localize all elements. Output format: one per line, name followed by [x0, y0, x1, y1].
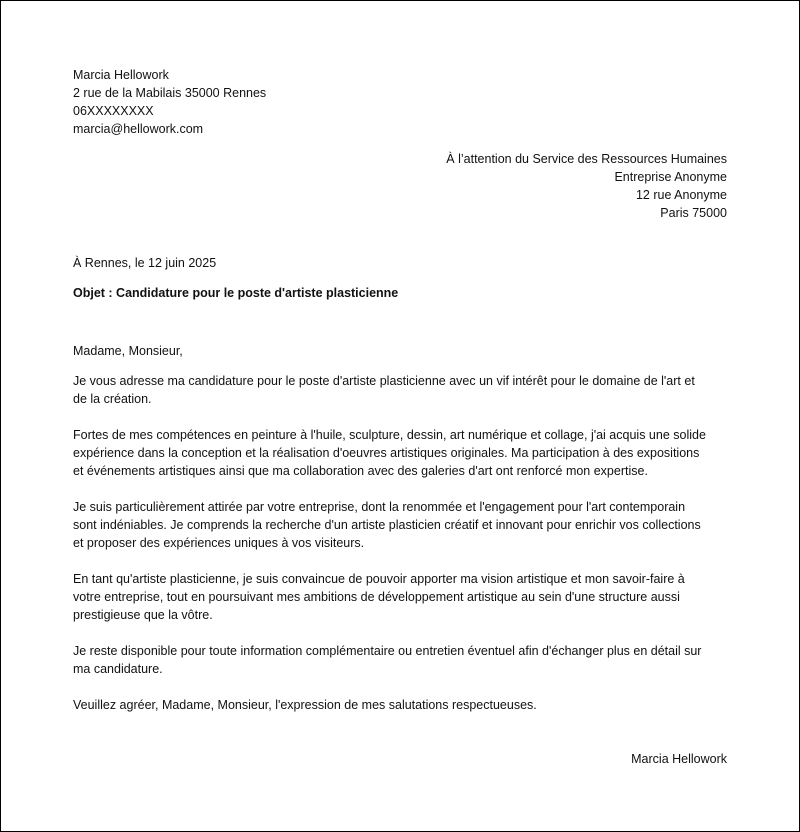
sender-name: Marcia Hellowork: [73, 68, 169, 82]
paragraph-line: En tant qu'artiste plasticienne, je suis convaincue de pouvoir apporter ma vision artistique et mon savoir-faire à: [73, 572, 685, 586]
paragraph-line: Fortes de mes compétences en peinture à l'huile, sculpture, dessin, art numérique et collage, j'ai acquis une solide: [73, 428, 706, 442]
paragraph-line: votre entreprise, tout en poursuivant mes ambitions de développement artistique au sein d'une structure aussi: [73, 590, 680, 604]
closing-formula: Veuillez agréer, Madame, Monsieur, l'expression de mes salutations respectueuses.: [73, 698, 537, 712]
paragraph-line: sont indéniables. Je comprends la recherche d'un artiste plasticien créatif et innovant pour enrichir vos collections: [73, 518, 701, 532]
paragraph-line: ma candidature.: [73, 662, 163, 676]
sender-block: [73, 66, 266, 138]
body-paragraph-5: [73, 642, 729, 678]
signature-name: Marcia Hellowork: [631, 752, 727, 766]
sender-phone: 06XXXXXXXX: [73, 104, 154, 118]
salutation: Madame, Monsieur,: [73, 344, 183, 358]
paragraph-line: Je vous adresse ma candidature pour le poste d'artiste plasticienne avec un vif intérêt pour le domaine de l'art et: [73, 374, 695, 388]
recipient-block: [446, 150, 727, 222]
body-paragraph-3: [73, 498, 729, 552]
paragraph-line: et événements artistiques ainsi que ma collaboration avec des galeries d'art ont renforcé mon expertise.: [73, 464, 648, 478]
paragraph-line: expérience dans la conception et la réalisation d'oeuvres artistiques originales. Ma participation à des expositions: [73, 446, 700, 460]
body-paragraph-1: [73, 372, 729, 408]
paragraph-line: prestigieuse que la vôtre.: [73, 608, 213, 622]
recipient-city: Paris 75000: [660, 206, 727, 220]
paragraph-line: et proposer des expériences uniques à vos visiteurs.: [73, 536, 365, 550]
paragraph-line: Je reste disponible pour toute information complémentaire ou entretien éventuel afin d'échanger plus en détail sur: [73, 644, 702, 658]
body-paragraph-4: [73, 570, 729, 624]
paragraph-line: de la création.: [73, 392, 152, 406]
body-paragraph-2: [73, 426, 729, 480]
sender-address: 2 rue de la Mabilais 35000 Rennes: [73, 86, 267, 100]
recipient-street: 12 rue Anonyme: [635, 188, 727, 202]
subject-line: Objet : Candidature pour le poste d'artiste plasticienne: [73, 286, 399, 300]
date-line: À Rennes, le 12 juin 2025: [73, 256, 217, 270]
recipient-attention: À l’attention du Service des Ressources Humaines: [446, 152, 727, 166]
sender-email: marcia@hellowork.com: [73, 122, 204, 136]
paragraph-line: Je suis particulièrement attirée par votre entreprise, dont la renommée et l'engagement pour l'art contemporain: [73, 500, 686, 514]
recipient-company: Entreprise Anonyme: [614, 170, 727, 184]
